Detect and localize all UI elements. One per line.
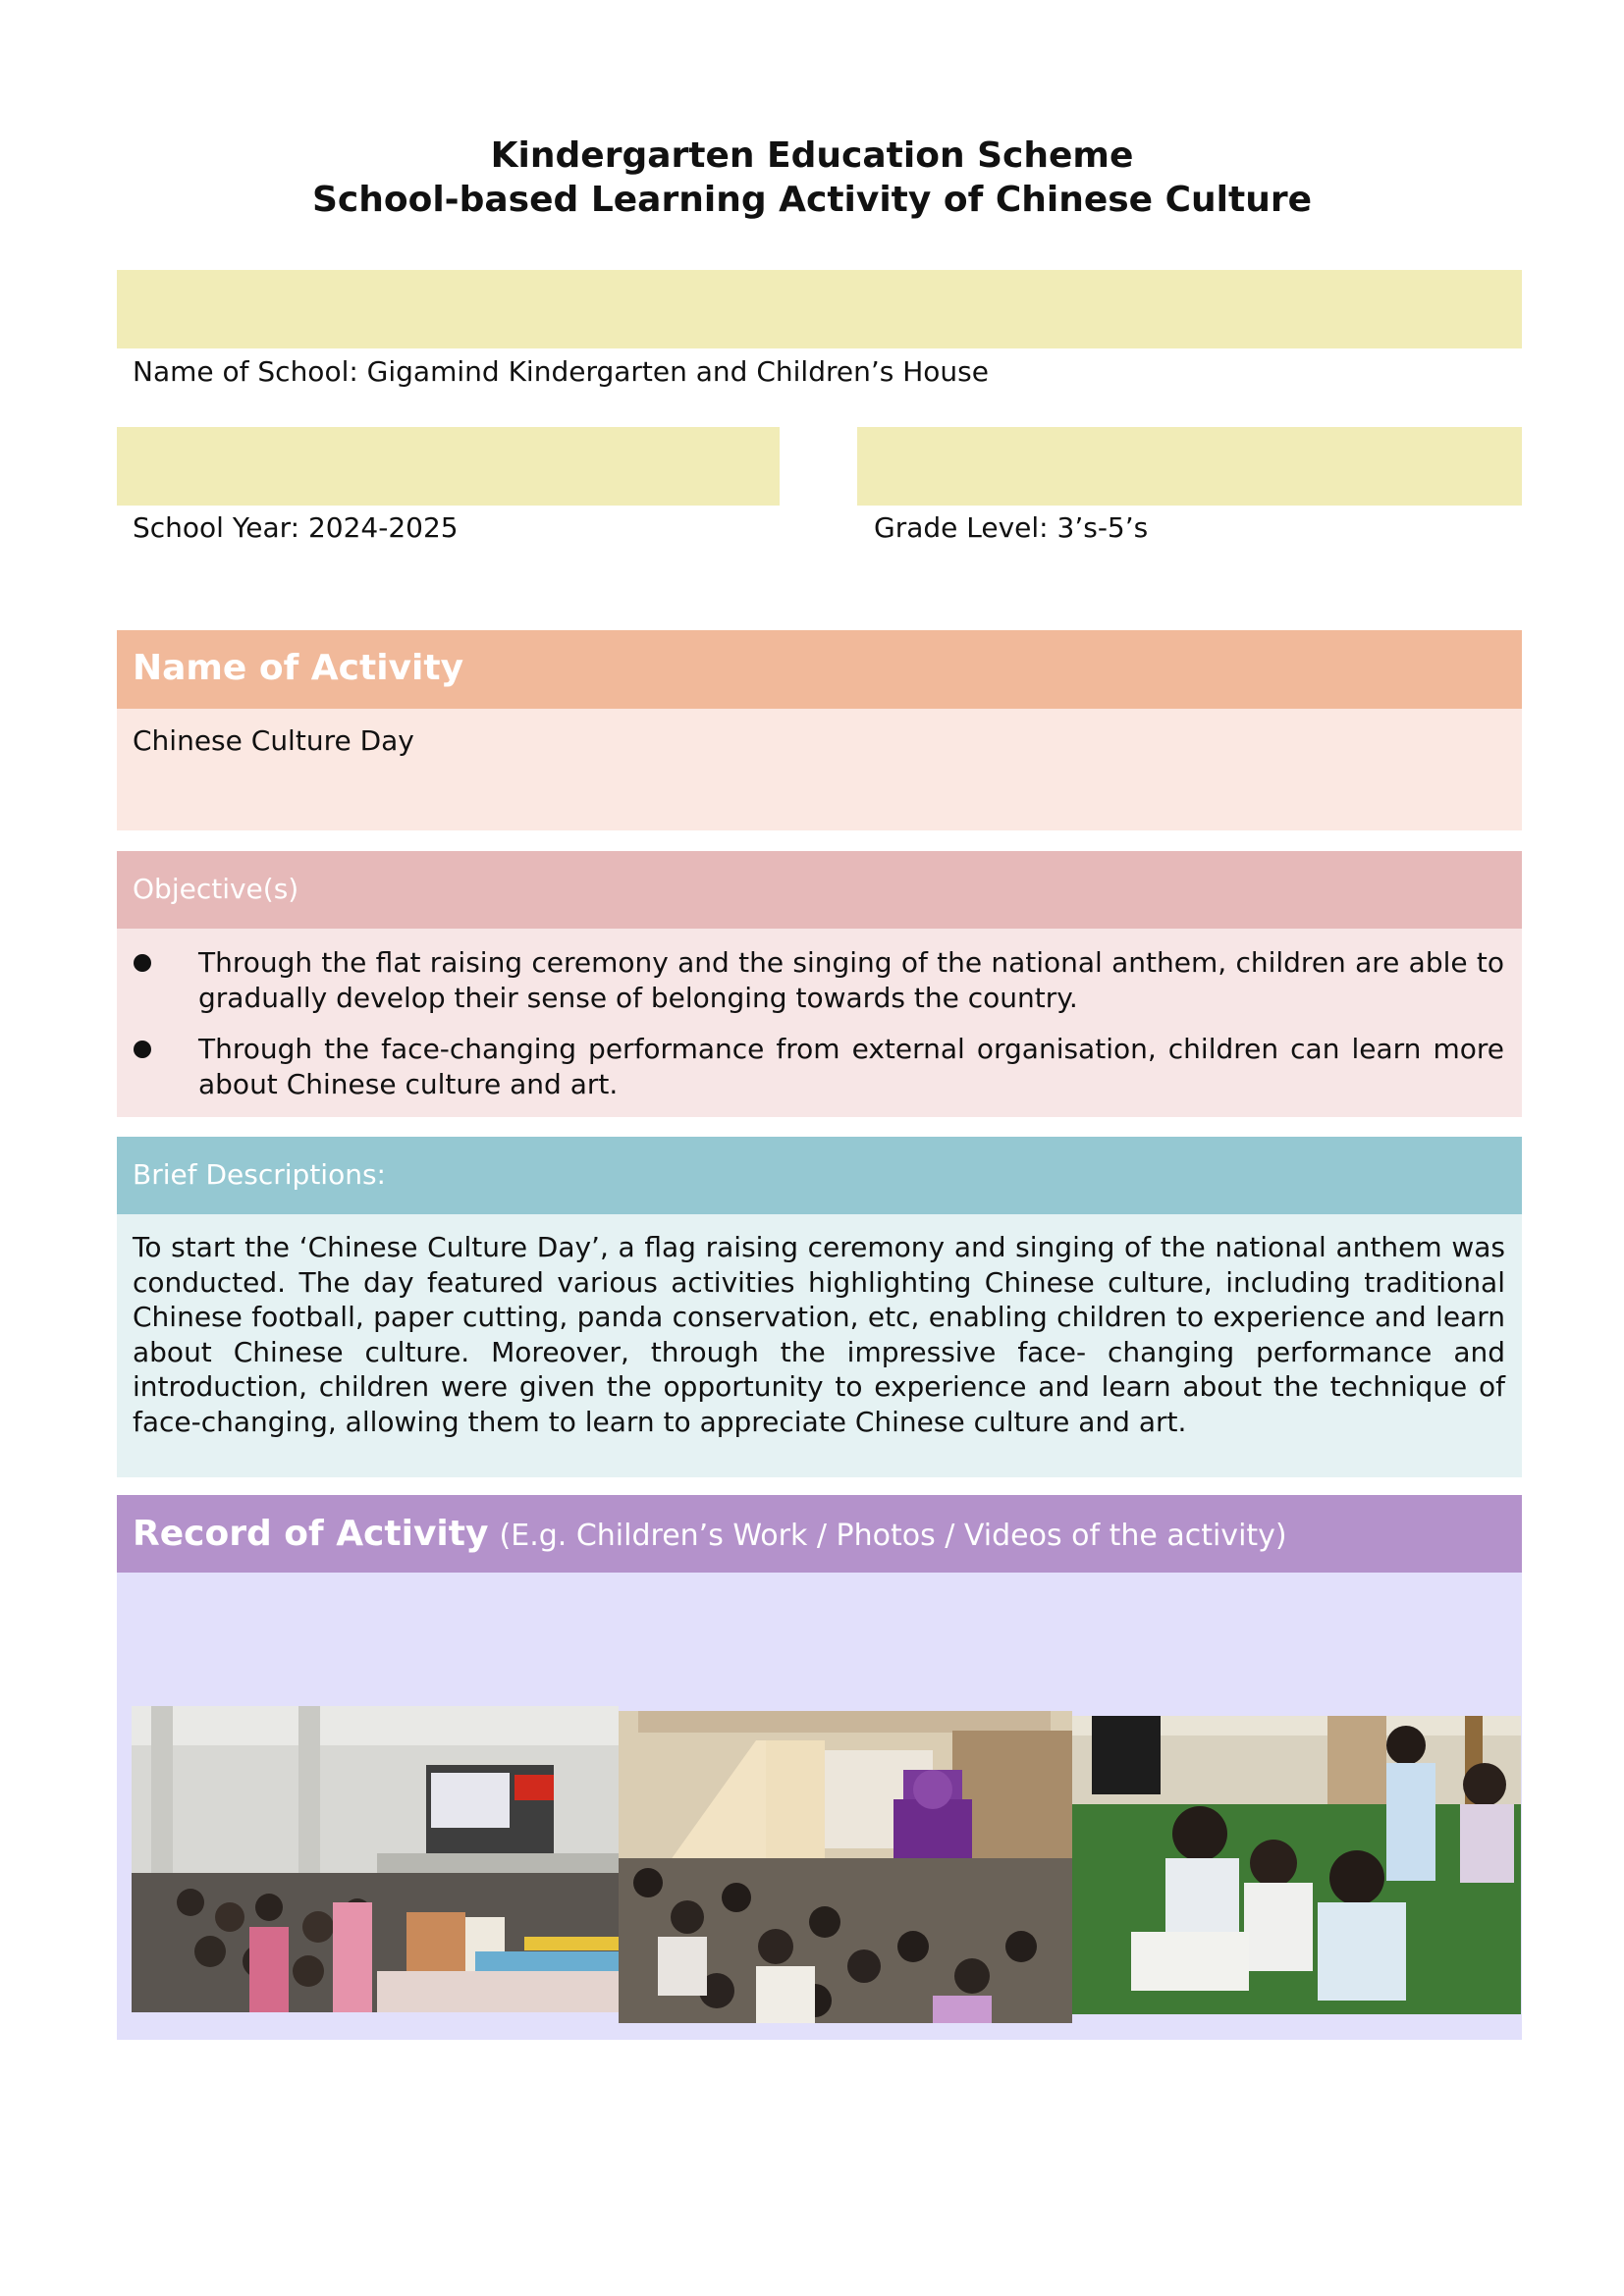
- record-heading-line: [133, 1514, 1287, 1554]
- activity-body: [117, 709, 1522, 830]
- photo-children-activities: [1072, 1716, 1521, 2014]
- photo-face-changing-performance: [619, 1711, 1072, 2023]
- school-year-band: [117, 427, 780, 506]
- document-title-line2: School-based Learning Activity of Chinese Culture: [311, 180, 1313, 220]
- activity-name: Chinese Culture Day: [133, 724, 414, 757]
- grade-level: Grade Level: 3’s-5’s: [874, 511, 1149, 544]
- activity-heading: Name of Activity: [133, 648, 464, 688]
- record-heading: Record of Activity: [133, 1514, 489, 1554]
- face-changing-illustration: [619, 1711, 1072, 2023]
- objectives-header: [117, 851, 1522, 929]
- objectives-heading: Objective(s): [133, 873, 299, 905]
- brief-description: To start the ‘Chinese Culture Day’, a flag raising ceremony and singing of the national anthem was conducted. The day featured various activities highlighting Chinese culture, including traditional Chinese football, paper cutting, panda conservation, etc, enabling children to experience and learn about Chinese culture. Moreover, through the impressive face- changing performance and introduction, children were given the opportunity to experience and learn about the technique of face-changing, allowing them to learn to appreciate Chinese culture and art.: [133, 1231, 1505, 1438]
- brief-heading: Brief Descriptions:: [133, 1158, 386, 1191]
- grade-level-band: [857, 427, 1522, 506]
- objective-item: Through the flat raising ceremony and the singing of the national anthem, children are able to gradually develop their sense of belonging towards the country.: [134, 945, 1504, 1016]
- record-subheading: (E.g. Children’s Work / Photos / Videos of the activity): [499, 1519, 1287, 1553]
- school-name-band: [117, 270, 1522, 348]
- brief-header: [117, 1137, 1522, 1214]
- activity-header: [117, 630, 1522, 709]
- flag-ceremony-illustration: [132, 1706, 619, 2012]
- photo-flag-raising-ceremony: [132, 1706, 619, 2012]
- bullet-icon: [134, 1041, 151, 1058]
- objective-item: Through the face-changing performance from external organisation, children can learn more about Chinese culture and art.: [134, 1032, 1504, 1102]
- children-activities-illustration: [1072, 1716, 1521, 2014]
- record-header: [117, 1495, 1522, 1573]
- document-title-line1: Kindergarten Education Scheme: [490, 135, 1134, 176]
- school-year: School Year: 2024-2025: [133, 511, 459, 544]
- bullet-icon: [134, 954, 151, 972]
- school-name: Name of School: Gigamind Kindergarten and Children’s House: [133, 355, 989, 388]
